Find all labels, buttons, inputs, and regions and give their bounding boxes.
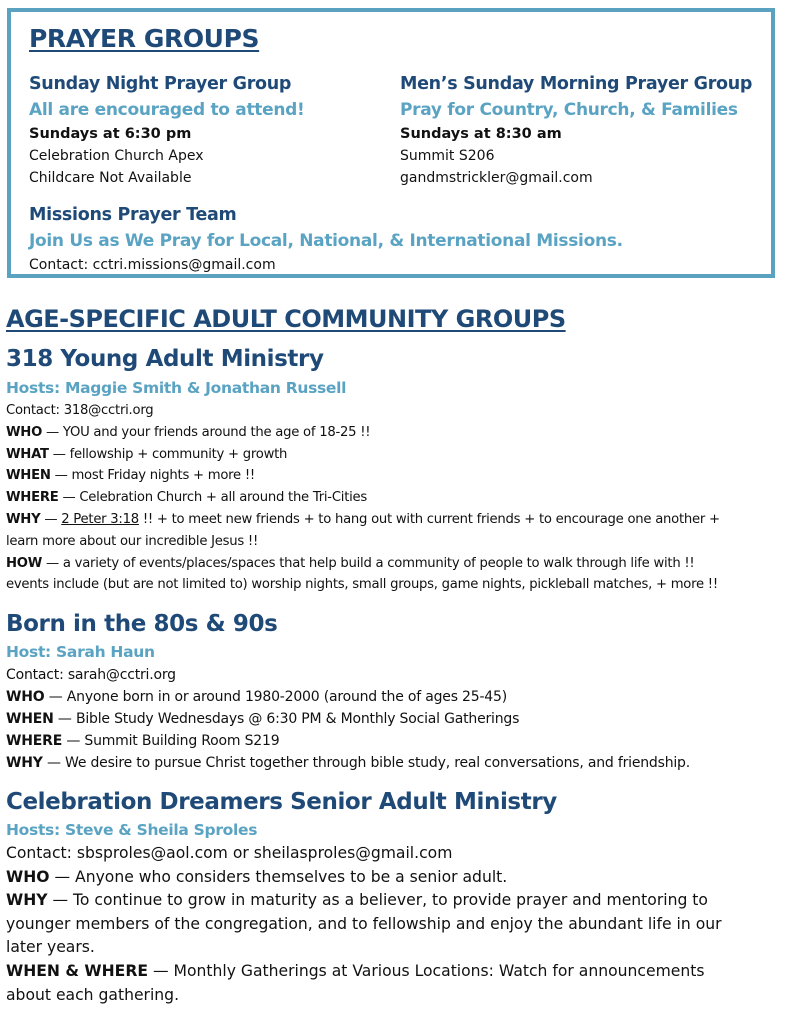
when-where-row: [6, 960, 786, 984]
missions-prayer-team: [29, 203, 769, 276]
why-label: WHY: [6, 891, 48, 910]
group-time: Sundays at 6:30 pm: [29, 126, 192, 142]
group-name: Men’s Sunday Morning Prayer Group: [400, 74, 753, 94]
group-location: Summit S206: [400, 148, 495, 164]
when-where-row-cont: about each gathering.: [6, 985, 180, 1004]
group-tagline: Join Us as We Pray for Local, National, & International Missions.: [29, 231, 623, 251]
what-text: — fellowship + community + growth: [48, 446, 288, 462]
why-dash: —: [40, 511, 62, 527]
what-label: WHAT: [6, 446, 49, 462]
group-name: Sunday Night Prayer Group: [29, 74, 292, 94]
who-text: — Anyone born in or around 1980-2000 (around the of ages 25-45): [44, 689, 507, 705]
ministry-hosts: Hosts: Maggie Smith & Jonathan Russell: [6, 379, 347, 397]
where-label: WHERE: [6, 733, 63, 749]
ministry-hosts: Host: Sarah Haun: [6, 643, 155, 661]
scripture-link[interactable]: 2 Peter 3:18: [61, 511, 139, 527]
when-where-text: — Monthly Gatherings at Various Locations: Watch for announcements: [147, 961, 705, 980]
age-specific-title: AGE-SPECIFIC ADULT COMMUNITY GROUPS: [6, 305, 566, 333]
when-row: [6, 708, 786, 730]
why-row-cont: later years.: [6, 938, 95, 957]
ministry-contact[interactable]: Contact: sbsproles@aol.com or sheilasproles@gmail.com: [6, 844, 453, 862]
group-location: Celebration Church Apex: [29, 148, 204, 164]
who-text: — YOU and your friends around the age of 18-25 !!: [42, 424, 371, 440]
who-label: WHO: [6, 424, 43, 440]
what-row: [6, 444, 786, 466]
why-row: [6, 889, 786, 913]
why-text: — To continue to grow in maturity as a believer, to provide prayer and mentoring to: [47, 891, 708, 910]
when-text: — Bible Study Wednesdays @ 6:30 PM & Monthly Social Gatherings: [53, 711, 520, 727]
why-label: WHY: [6, 755, 43, 771]
where-label: WHERE: [6, 490, 59, 506]
why-row-cont: learn more about our incredible Jesus !!: [6, 533, 258, 549]
why-label: WHY: [6, 511, 41, 527]
prayer-groups-title: PRAYER GROUPS: [29, 24, 260, 53]
when-row: [6, 465, 786, 487]
why-text: !! + to meet new friends + to hang out with current friends + to encourage one another +: [138, 511, 720, 527]
ministry-name: 318 Young Adult Ministry: [6, 346, 324, 372]
who-row: [6, 866, 786, 890]
mens-morning-prayer-group: [400, 72, 770, 189]
ministry-celebration-dreamers: [6, 786, 786, 1007]
who-text: — Anyone who considers themselves to be a senior adult.: [49, 867, 508, 886]
where-row: [6, 487, 786, 509]
who-label: WHO: [6, 689, 45, 705]
ministry-hosts: Hosts: Steve & Sheila Sproles: [6, 821, 258, 839]
where-row: [6, 730, 786, 752]
ministry-contact[interactable]: Contact: 318@cctri.org: [6, 403, 154, 418]
why-row: [6, 509, 786, 531]
how-row-cont: events include (but are not limited to) worship nights, small groups, game nights, pickleball matches, + more !!: [6, 577, 718, 593]
group-tagline: All are encouraged to attend!: [29, 100, 305, 120]
when-label: WHEN: [6, 468, 51, 484]
group-tagline: Pray for Country, Church, & Families: [400, 100, 738, 120]
who-label: WHO: [6, 867, 50, 886]
when-label: WHEN: [6, 711, 54, 727]
where-text: — Celebration Church + all around the Tri-Cities: [58, 490, 368, 506]
how-label: HOW: [6, 555, 43, 571]
group-contact[interactable]: Contact: cctri.missions@gmail.com: [29, 257, 276, 273]
ministry-contact[interactable]: Contact: sarah@cctri.org: [6, 667, 176, 683]
ministry-born-80s-90s: [6, 608, 786, 774]
how-text: — a variety of events/places/spaces that help build a community of people to walk through life with !!: [42, 555, 695, 571]
prayer-groups-box: [7, 8, 775, 278]
sunday-night-prayer-group: [29, 72, 389, 189]
ministry-name: Celebration Dreamers Senior Adult Ministry: [6, 789, 557, 815]
where-text: — Summit Building Room S219: [62, 733, 280, 749]
who-row: [6, 422, 786, 444]
group-childcare: Childcare Not Available: [29, 170, 192, 186]
who-row: [6, 686, 786, 708]
why-row-cont: younger members of the congregation, and to fellowship and enjoy the abundant life in our: [6, 914, 722, 933]
group-time: Sundays at 8:30 am: [400, 126, 562, 142]
group-name: Missions Prayer Team: [29, 205, 237, 225]
when-text: — most Friday nights + more !!: [50, 468, 255, 484]
ministry-318-young-adult: [6, 342, 786, 596]
when-where-label: WHEN & WHERE: [6, 961, 148, 980]
group-email[interactable]: gandmstrickler@gmail.com: [400, 170, 593, 186]
ministry-name: Born in the 80s & 90s: [6, 611, 278, 637]
why-row: [6, 752, 786, 774]
why-text: — We desire to pursue Christ together through bible study, real conversations, and friendship.: [42, 755, 690, 771]
how-row: [6, 553, 786, 575]
